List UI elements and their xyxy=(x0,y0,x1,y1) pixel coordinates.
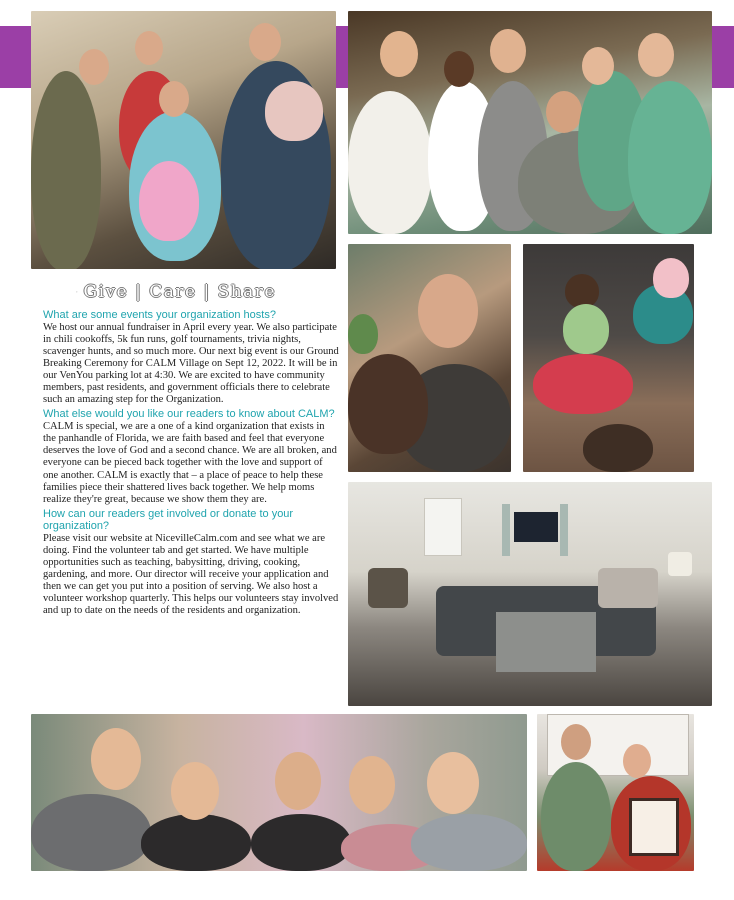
answer-know-about-calm: CALM is special, we are a one of a kind organization that exists in the panhandle of Florida, we are faith based and feel that everyone deserves the love of God and a second chance. We are all broken, and everyone can be pieced back together with the love and support of one another. CALM is exactly that – a place of peace to help these families piece their shattered lives back together. We help moms realize they're great, because we show them they are. xyxy=(43,421,337,505)
right-accent-tab xyxy=(712,26,734,88)
photo-volunteers-with-toddler xyxy=(348,11,712,234)
article-body xyxy=(43,307,339,619)
middle-accent-tab xyxy=(336,26,348,88)
photo-group-with-babies xyxy=(31,11,336,269)
question-get-involved: How can our readers get involved or donate to your organization? xyxy=(43,507,294,532)
logo-tagline: Give | Care | Share xyxy=(83,282,276,302)
answer-events: We host our annual fundraiser in April every year. We also participate in chili cookoffs, 5k fun runs, golf tournaments, trivia nights, scavenger hunts, and so much more. Our next big event is our Ground Breaking Ceremony for CALM Village on Sept 12, 2022. It will be in our VenYou parking lot at 4:30. We are excited to have community members, past residents, and government officials there to celebrate such an amazing step for the Organization. xyxy=(43,322,339,406)
photo-child-with-toys xyxy=(523,244,694,472)
photo-volunteer-award xyxy=(537,714,694,871)
photo-five-women xyxy=(31,714,527,871)
hand-heart-icon xyxy=(76,277,78,307)
give-care-share-logo xyxy=(76,276,276,308)
left-accent-tab xyxy=(0,26,31,88)
photo-mother-with-baby xyxy=(348,244,511,472)
question-events: What are some events your organization hosts? xyxy=(43,309,276,321)
photo-living-room xyxy=(348,482,712,706)
question-know-about-calm: What else would you like our readers to know about CALM? xyxy=(43,408,335,421)
answer-get-involved: Please visit our website at NicevilleCalm.com and see what we are doing. Find the volunteer tab and get started. We have multiple opportunities such as teaching, babysitting, driving, cooking, gardening, and more. Our director will receive your application and then we can get you put into a position of serving. We also host a volunteer workshop quarterly. This helps our volunteers stay involved and up to date on the needs of the residents and organization. xyxy=(43,532,339,616)
